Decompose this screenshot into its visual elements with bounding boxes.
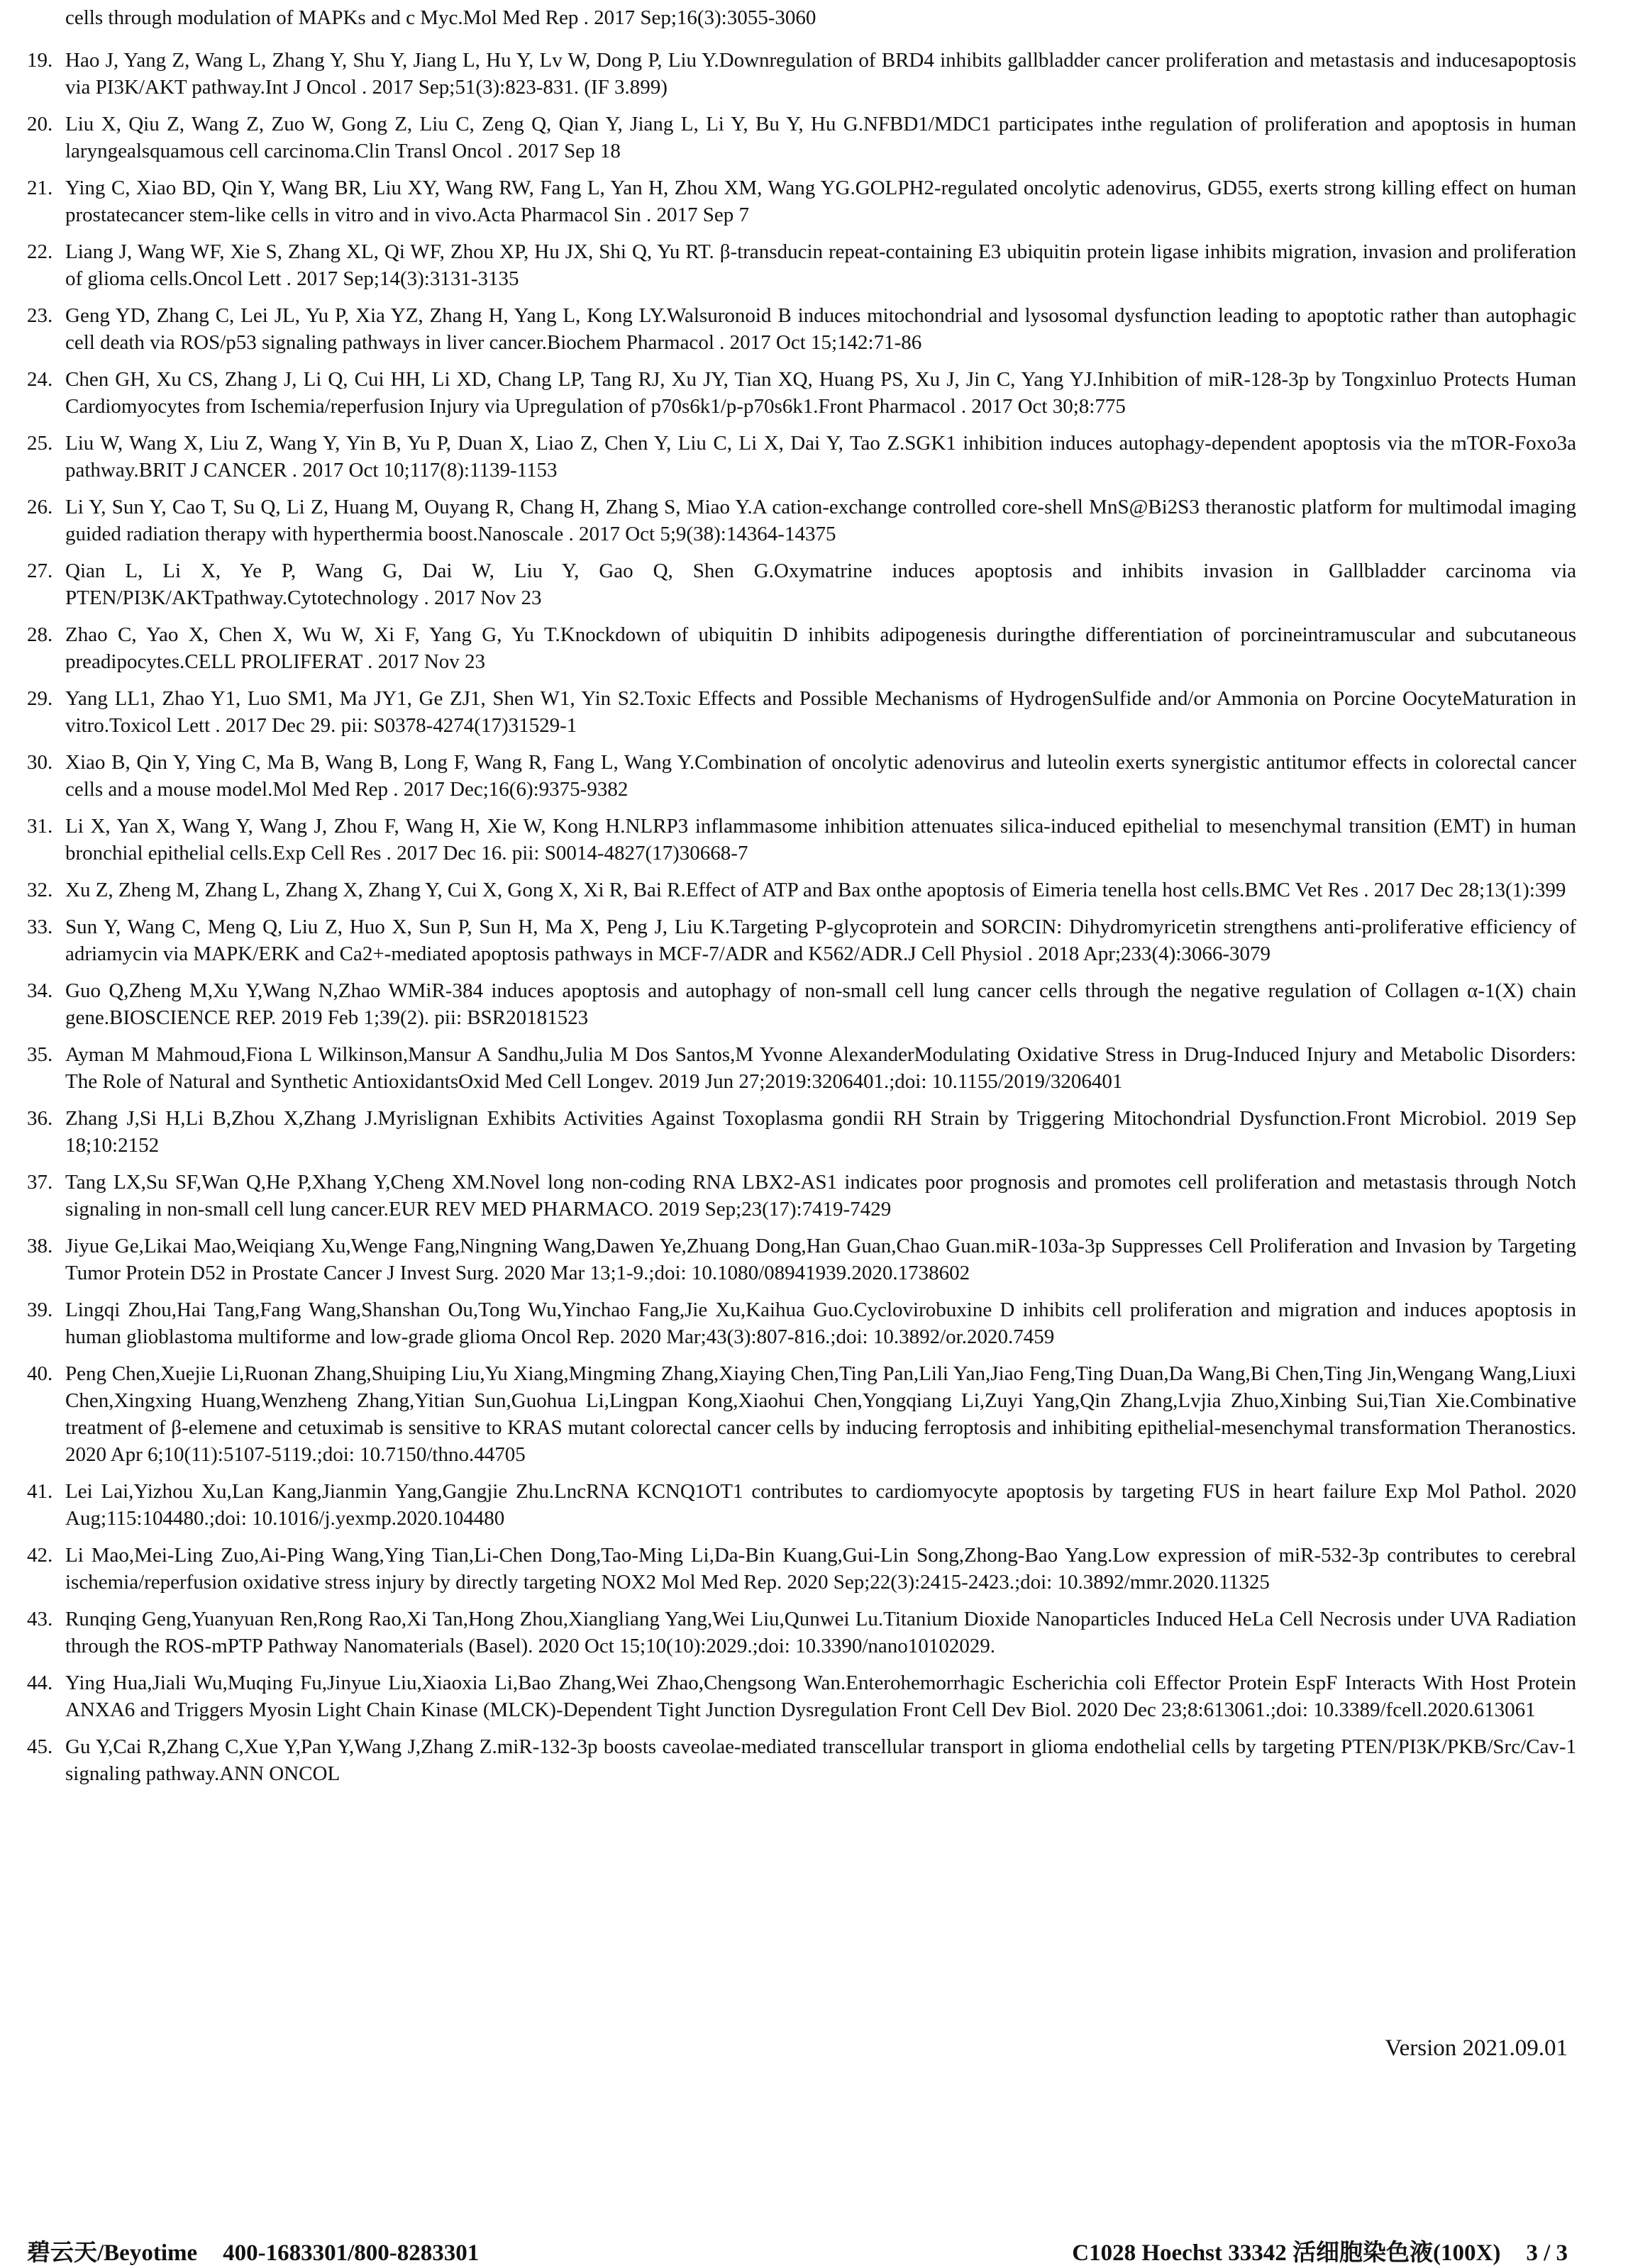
reference-number: 43. [27, 1608, 53, 1630]
footer-right [1072, 2234, 1568, 2267]
reference-text: Gu Y,Cai R,Zhang C,Xue Y,Pan Y,Wang J,Zhang Z.miR-132-3p boosts caveolae-mediated transcellular transport in glioma endothelial cells by targeting PTEN/PI3K/PKB/Src/Cav-1 signaling pathway.ANN ONCOL [65, 1735, 1576, 1785]
reference-item [0, 813, 1576, 867]
reference-item [0, 621, 1576, 675]
reference-item [0, 1733, 1576, 1787]
reference-text: Runqing Geng,Yuanyuan Ren,Rong Rao,Xi Tan,Hong Zhou,Xiangliang Yang,Wei Liu,Qunwei Lu.Titanium Dioxide Nanoparticles Induced HeLa Cell Necrosis under UVA Radiation through the ROS-mPTP Pathway Nanomaterials (Basel). 2020 Oct 15;10(10):2029.;doi: 10.3390/nano10102029. [65, 1608, 1576, 1657]
reference-item [0, 302, 1576, 356]
reference-item [0, 430, 1576, 484]
footer-phone: 400-1683301/800-8283301 [223, 2240, 480, 2266]
reference-number: 23. [27, 304, 53, 327]
reference-text: Li Y, Sun Y, Cao T, Su Q, Li Z, Huang M, Ouyang R, Chang H, Zhang S, Miao Y.A cation-exchange controlled core-shell MnS@Bi2S3 theranostic platform for multimodal imaging guided radiation therapy with hyperthermia boost.Nanoscale . 2017 Oct 5;9(38):14364-14375 [65, 496, 1576, 545]
version-label: Version 2021.09.01 [1385, 2035, 1568, 2061]
reference-number: 42. [27, 1544, 53, 1567]
reference-item [0, 557, 1576, 611]
reference-item [0, 366, 1576, 420]
reference-item [0, 1542, 1576, 1596]
reference-item [0, 174, 1576, 228]
reference-item [0, 47, 1576, 101]
reference-number: 40. [27, 1362, 53, 1385]
reference-number: 38. [27, 1235, 53, 1257]
reference-text: Chen GH, Xu CS, Zhang J, Li Q, Cui HH, Li XD, Chang LP, Tang RJ, Xu JY, Tian XQ, Huang PS, Xu J, Jin C, Yang YJ.Inhibition of miR-128-3p by Tongxinluo Protects Human Cardiomyocytes from Ischemia/reperfusion Injury via Upregulation of p70s6k1/p-p70s6k1.Front Pharmacol . 2017 Oct 30;8:775 [65, 368, 1576, 418]
reference-text: Tang LX,Su SF,Wan Q,He P,Xhang Y,Cheng XM.Novel long non-coding RNA LBX2-AS1 indicates poor prognosis and promotes cell proliferation and metastasis through Notch signaling in non-small cell lung cancer.EUR REV MED PHARMACO. 2019 Sep;23(17):7419-7429 [65, 1171, 1576, 1221]
reference-number: 24. [27, 368, 53, 391]
reference-number: 37. [27, 1171, 53, 1194]
reference-item [0, 1296, 1576, 1350]
reference-item [0, 1041, 1576, 1095]
footer-brand: 碧云天/Beyotime [27, 2240, 198, 2266]
reference-number: 19. [27, 49, 53, 72]
reference-text: Liu X, Qiu Z, Wang Z, Zuo W, Gong Z, Liu C, Zeng Q, Qian Y, Jiang L, Li Y, Bu Y, Hu G.NFBD1/MDC1 participates inthe regulation of proliferation and apoptosis in human laryngealsquamous cell carcinoma.Clin Transl Oncol . 2017 Sep 18 [65, 113, 1576, 162]
reference-text: Guo Q,Zheng M,Xu Y,Wang N,Zhao WMiR-384 induces apoptosis and autophagy of non-small cell lung cancer cells through the negative regulation of Collagen α-1(X) chain gene.BIOSCIENCE REP. 2019 Feb 1;39(2). pii: BSR20181523 [65, 979, 1576, 1029]
reference-item [0, 1105, 1576, 1159]
reference-item [0, 977, 1576, 1031]
reference-number: 30. [27, 751, 53, 774]
reference-item [0, 749, 1576, 803]
reference-text: Li Mao,Mei-Ling Zuo,Ai-Ping Wang,Ying Tian,Li-Chen Dong,Tao-Ming Li,Da-Bin Kuang,Gui-Lin Song,Zhong-Bao Yang.Low expression of miR-532-3p contributes to cerebral ischemia/reperfusion oxidative stress injury by directly targeting NOX2 Mol Med Rep. 2020 Sep;22(3):2415-2423.;doi: 10.3892/mmr.2020.11325 [65, 1544, 1576, 1594]
reference-number: 32. [27, 879, 53, 901]
reference-number: 41. [27, 1480, 53, 1503]
reference-item [0, 1360, 1576, 1468]
reference-text: Xu Z, Zheng M, Zhang L, Zhang X, Zhang Y, Cui X, Gong X, Xi R, Bai R.Effect of ATP and Bax onthe apoptosis of Eimeria tenella host cells.BMC Vet Res . 2017 Dec 28;13(1):399 [65, 879, 1566, 901]
reference-number: 34. [27, 979, 53, 1002]
reference-text: Ying Hua,Jiali Wu,Muqing Fu,Jinyue Liu,Xiaoxia Li,Bao Zhang,Wei Zhao,Chengsong Wan.Enterohemorrhagic Escherichia coli Effector Protein EspF Interacts With Host Protein ANXA6 and Triggers Myosin Light Chain Kinase (MLCK)-Dependent Tight Junction Dysregulation Front Cell Dev Biol. 2020 Dec 23;8:613061.;doi: 10.3389/fcell.2020.613061 [65, 1672, 1576, 1721]
reference-text: Peng Chen,Xuejie Li,Ruonan Zhang,Shuiping Liu,Yu Xiang,Mingming Zhang,Xiaying Chen,Ting Pan,Lili Yan,Jiao Feng,Ting Duan,Da Wang,Bi Chen,Ting Jin,Wengang Wang,Liuxi Chen,Xingxing Huang,Wenzheng Zhang,Yitian Sun,Guohua Li,Lingpan Kong,Xiaohui Chen,Yongqiang Li,Zuyi Yang,Qin Zhang,Lvjia Zhuo,Xinbing Sui,Tian Xie.Combinative treatment of β-elemene and cetuximab is sensitive to KRAS mutant colorectal cancer cells by inducing ferroptosis and inhibiting epithelial-mesenchymal transformation Theranostics. 2020 Apr 6;10(11):5107-5119.;doi: 10.7150/thno.44705 [65, 1362, 1576, 1466]
reference-number: 39. [27, 1299, 53, 1321]
reference-text: Qian L, Li X, Ye P, Wang G, Dai W, Liu Y, Gao Q, Shen G.Oxymatrine induces apoptosis and inhibits invasion in Gallbladder carcinoma via PTEN/PI3K/AKTpathway.Cytotechnology . 2017 Nov 23 [65, 560, 1576, 609]
reference-number: 27. [27, 560, 53, 582]
reference-item [0, 913, 1576, 967]
reference-number: 20. [27, 113, 53, 135]
footer-page-number: 3 / 3 [1526, 2240, 1568, 2266]
reference-item [0, 685, 1576, 739]
reference-text: Zhang J,Si H,Li B,Zhou X,Zhang J.Myrislignan Exhibits Activities Against Toxoplasma gondii RH Strain by Triggering Mitochondrial Dysfunction.Front Microbiol. 2019 Sep 18;10:2152 [65, 1107, 1576, 1157]
reference-text: Liu W, Wang X, Liu Z, Wang Y, Yin B, Yu P, Duan X, Liao Z, Chen Y, Liu C, Li X, Dai Y, Tao Z.SGK1 inhibition induces autophagy-dependent apoptosis via the mTOR-Foxo3a pathway.BRIT J CANCER . 2017 Oct 10;117(8):1139-1153 [65, 432, 1576, 482]
reference-number: 22. [27, 240, 53, 263]
reference-text: Sun Y, Wang C, Meng Q, Liu Z, Huo X, Sun P, Sun H, Ma X, Peng J, Liu K.Targeting P-glycoprotein and SORCIN: Dihydromyricetin strengthens anti-proliferative efficiency of adriamycin via MAPK/ERK and Ca2+-mediated apoptosis pathways in MCF-7/ADR and K562/ADR.J Cell Physiol . 2018 Apr;233(4):3066-3079 [65, 916, 1576, 965]
reference-number: 44. [27, 1672, 53, 1694]
reference-number: 25. [27, 432, 53, 455]
reference-text: Xiao B, Qin Y, Ying C, Ma B, Wang B, Long F, Wang R, Fang L, Wang Y.Combination of oncolytic adenovirus and luteolin exerts synergistic antitumor effects in colorectal cancer cells and a mouse model.Mol Med Rep . 2017 Dec;16(6):9375-9382 [65, 751, 1576, 801]
reference-item [0, 1669, 1576, 1723]
reference-item [0, 238, 1576, 292]
reference-text: Yang LL1, Zhao Y1, Luo SM1, Ma JY1, Ge ZJ1, Shen W1, Yin S2.Toxic Effects and Possible Mechanisms of HydrogenSulfide and/or Ammonia on Porcine OocyteMaturation in vitro.Toxicol Lett . 2017 Dec 29. pii: S0378-4274(17)31529-1 [65, 687, 1576, 737]
reference-text: Lingqi Zhou,Hai Tang,Fang Wang,Shanshan Ou,Tong Wu,Yinchao Fang,Jie Xu,Kaihua Guo.Cyclovirobuxine D inhibits cell proliferation and migration and induces apoptosis in human glioblastoma multiforme and low-grade glioma Oncol Rep. 2020 Mar;43(3):807-816.;doi: 10.3892/or.2020.7459 [65, 1299, 1576, 1348]
reference-text: Ying C, Xiao BD, Qin Y, Wang BR, Liu XY, Wang RW, Fang L, Yan H, Zhou XM, Wang YG.GOLPH2-regulated oncolytic adenovirus, GD55, exerts strong killing effect on human prostatecancer stem-like cells in vitro and in vivo.Acta Pharmacol Sin . 2017 Sep 7 [65, 177, 1576, 226]
reference-text: Jiyue Ge,Likai Mao,Weiqiang Xu,Wenge Fang,Ningning Wang,Dawen Ye,Zhuang Dong,Han Guan,Chao Guan.miR-103a-3p Suppresses Cell Proliferation and Invasion by Targeting Tumor Protein D52 in Prostate Cancer J Invest Surg. 2020 Mar 13;1-9.;doi: 10.1080/08941939.2020.1738602 [65, 1235, 1576, 1284]
reference-number: 28. [27, 623, 53, 646]
footer-product: C1028 Hoechst 33342 活细胞染色液(100X) [1072, 2240, 1501, 2266]
reference-item [0, 877, 1576, 904]
reference-text: Zhao C, Yao X, Chen X, Wu W, Xi F, Yang G, Yu T.Knockdown of ubiquitin D inhibits adipogenesis duringthe differentiation of porcineintramuscular and subcutaneous preadipocytes.CELL PROLIFERAT . 2017 Nov 23 [65, 623, 1576, 673]
reference-text: Ayman M Mahmoud,Fiona L Wilkinson,Mansur A Sandhu,Julia M Dos Santos,M Yvonne AlexanderModulating Oxidative Stress in Drug-Induced Injury and Metabolic Disorders: The Role of Natural and Synthetic AntioxidantsOxid Med Cell Longev. 2019 Jun 27;2019:3206401.;doi: 10.1155/2019/3206401 [65, 1043, 1576, 1093]
reference-item [0, 1606, 1576, 1660]
reference-text: Geng YD, Zhang C, Lei JL, Yu P, Xia YZ, Zhang H, Yang L, Kong LY.Walsuronoid B induces mitochondrial and lysosomal dysfunction leading to apoptotic rather than autophagic cell death via ROS/p53 signaling pathways in liver cancer.Biochem Pharmacol . 2017 Oct 15;142:71-86 [65, 304, 1576, 354]
footer-left [27, 2234, 479, 2267]
reference-number: 26. [27, 496, 53, 518]
reference-item [0, 494, 1576, 547]
reference-item [0, 111, 1576, 165]
reference-item [0, 1233, 1576, 1286]
reference-number: 45. [27, 1735, 53, 1758]
reference-number: 21. [27, 177, 53, 199]
reference-text: Li X, Yan X, Wang Y, Wang J, Zhou F, Wang H, Xie W, Kong H.NLRP3 inflammasome inhibition attenuates silica-induced epithelial to mesenchymal transition (EMT) in human bronchial epithelial cells.Exp Cell Res . 2017 Dec 16. pii: S0014-4827(17)30668-7 [65, 815, 1576, 865]
reference-text: Hao J, Yang Z, Wang L, Zhang Y, Shu Y, Jiang L, Hu Y, Lv W, Dong P, Liu Y.Downregulation of BRD4 inhibits gallbladder cancer proliferation and metastasis and inducesapoptosis via PI3K/AKT pathway.Int J Oncol . 2017 Sep;51(3):823-831. (IF 3.899) [65, 49, 1576, 99]
reference-number: 33. [27, 916, 53, 938]
reference-number: 31. [27, 815, 53, 838]
reference-text: Lei Lai,Yizhou Xu,Lan Kang,Jianmin Yang,Gangjie Zhu.LncRNA KCNQ1OT1 contributes to cardiomyocyte apoptosis by targeting FUS in heart failure Exp Mol Pathol. 2020 Aug;115:104480.;doi: 10.1016/j.yexmp.2020.104480 [65, 1480, 1576, 1530]
reference-item [0, 1478, 1576, 1532]
reference-number: 36. [27, 1107, 53, 1130]
reference-number: 35. [27, 1043, 53, 1066]
reference-text: Liang J, Wang WF, Xie S, Zhang XL, Qi WF, Zhou XP, Hu JX, Shi Q, Yu RT. β-transducin repeat-containing E3 ubiquitin protein ligase inhibits migration, invasion and proliferation of glioma cells.Oncol Lett . 2017 Sep;14(3):3131-3135 [65, 240, 1576, 290]
reference-number: 29. [27, 687, 53, 710]
reference-item [0, 1169, 1576, 1223]
reference-list [0, 47, 1633, 1797]
reference-continuation: cells through modulation of MAPKs and c Myc.Mol Med Rep . 2017 Sep;16(3):3055-3060 [65, 6, 816, 29]
